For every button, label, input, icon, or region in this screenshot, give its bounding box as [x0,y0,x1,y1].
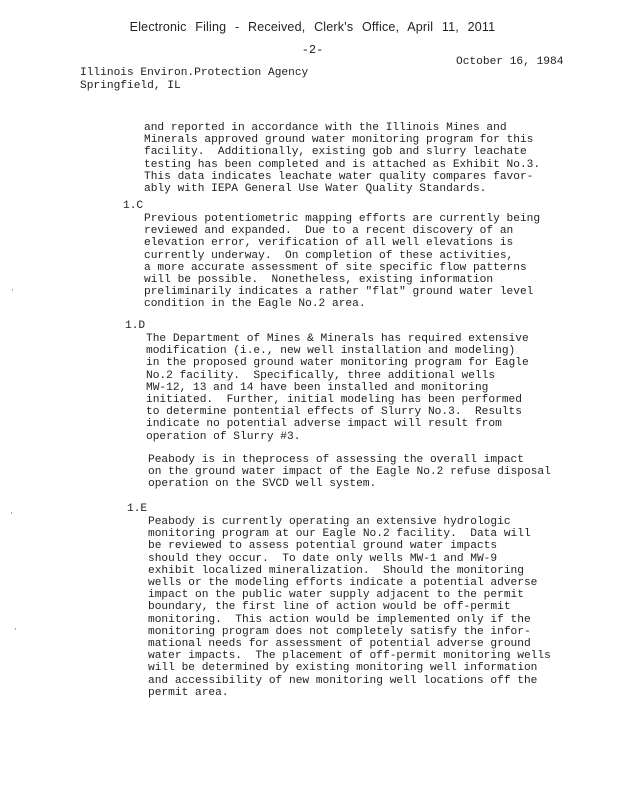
text-line: modification (i.e., new well installation and modeling) [146,345,516,358]
text-line: testing has been completed and is attached as Exhibit No.3. [144,158,541,171]
text-line: a more accurate assessment of site specific flow patterns [144,261,527,274]
text-line: should they occur. To date only wells MW-1 and MW-9 [148,552,498,565]
text-line: and reported in accordance with the Illinois Mines and [144,122,507,134]
intro-paragraph [144,122,540,195]
addressee-block [80,67,308,93]
text-line: impact on the public water supply adjacent to the permit [148,589,524,602]
text-line: elevation error, verification of all well elevations is [144,237,514,250]
scan-artifact-mark: · [10,509,13,519]
text-line: condition in the Eagle No.2 area. [144,298,366,311]
text-line: Peabody is currently operating an extensive hydrologic [148,516,511,528]
text-line: initiated. Further, initial modeling has been performed [146,394,522,407]
text-line: boundary, the first line of action would be off-permit [148,601,511,614]
text-line: No.2 facility. Specifically, three additional wells [146,369,496,382]
text-line: Previous potentiometric mapping efforts are currently being [144,213,541,225]
text-line: monitoring program at our Eagle No.2 facility. Data will [148,528,531,541]
addressee-line: Springfield, IL [80,80,181,92]
page-number: -2- [301,43,324,57]
text-line: ably with IEPA General Use Water Quality Standards. [144,183,487,196]
text-line: MW-12, 13 and 14 have been installed and monitoring [146,381,489,394]
addressee-line: Illinois Environ.Protection Agency [80,67,309,79]
section-label-1c: 1.C [123,200,144,212]
section-label-1d: 1.D [125,320,146,332]
text-line: mational needs for assessment of potential adverse ground [148,638,531,651]
section-1e-paragraph [148,516,551,699]
scan-artifact-mark: · [11,286,14,296]
section-1d-paragraph [146,333,529,443]
text-line: be reviewed to assess potential ground water impacts [148,540,498,553]
letter-date: October 16, 1984 [456,56,564,68]
text-line: This data indicates leachate water quality compares favor- [144,170,534,183]
text-line: operation of Slurry #3. [146,430,301,443]
text-line: reviewed and expanded. Due to a recent discovery of an [144,225,514,238]
text-line: preliminarily indicates a rather "flat" ground water level [144,286,534,299]
text-line: permit area. [148,686,229,699]
section-1c-paragraph [144,213,540,311]
text-line: to determine pontential effects of Slurry No.3. Results [146,406,522,419]
text-line: monitoring program does not completely satisfy the infor- [148,625,531,638]
text-line: exhibit localized mineralization. Should the monitoring [148,564,524,577]
text-line: will be determined by existing monitoring well information [148,662,538,675]
text-line: will be possible. Nonetheless, existing information [144,274,494,287]
text-line: water impacts. The placement of off-permit monitoring wells [148,650,551,663]
text-line: The Department of Mines & Minerals has required extensive [146,333,529,345]
scan-artifact-mark: · [14,625,17,635]
section-label-1e: 1.E [127,503,148,515]
text-line: facility. Additionally, existing gob and slurry leachate [144,146,527,159]
text-line: in the proposed ground water monitoring program for Eagle [146,357,529,370]
section-1d-paragraph-2 [148,454,551,491]
text-line: monitoring. This action would be implemented only if the [148,613,531,626]
text-line: indicate no potential adverse impact will result from [146,418,502,431]
text-line: Minerals approved ground water monitoring program for this [144,134,534,147]
text-line: on the ground water impact of the Eagle No.2 refuse disposal [148,466,551,479]
text-line: and accessibility of new monitoring well locations off the [148,674,538,687]
text-line: Peabody is in theprocess of assessing the overall impact [148,454,524,466]
filing-stamp-header: Electronic Filing - Received, Clerk's Office, April 11, 2011 [129,20,496,34]
text-line: wells or the modeling efforts indicate a potential adverse [148,577,538,590]
text-line: currently underway. On completion of these activities, [144,249,514,262]
text-line: operation on the SVCD well system. [148,478,377,491]
